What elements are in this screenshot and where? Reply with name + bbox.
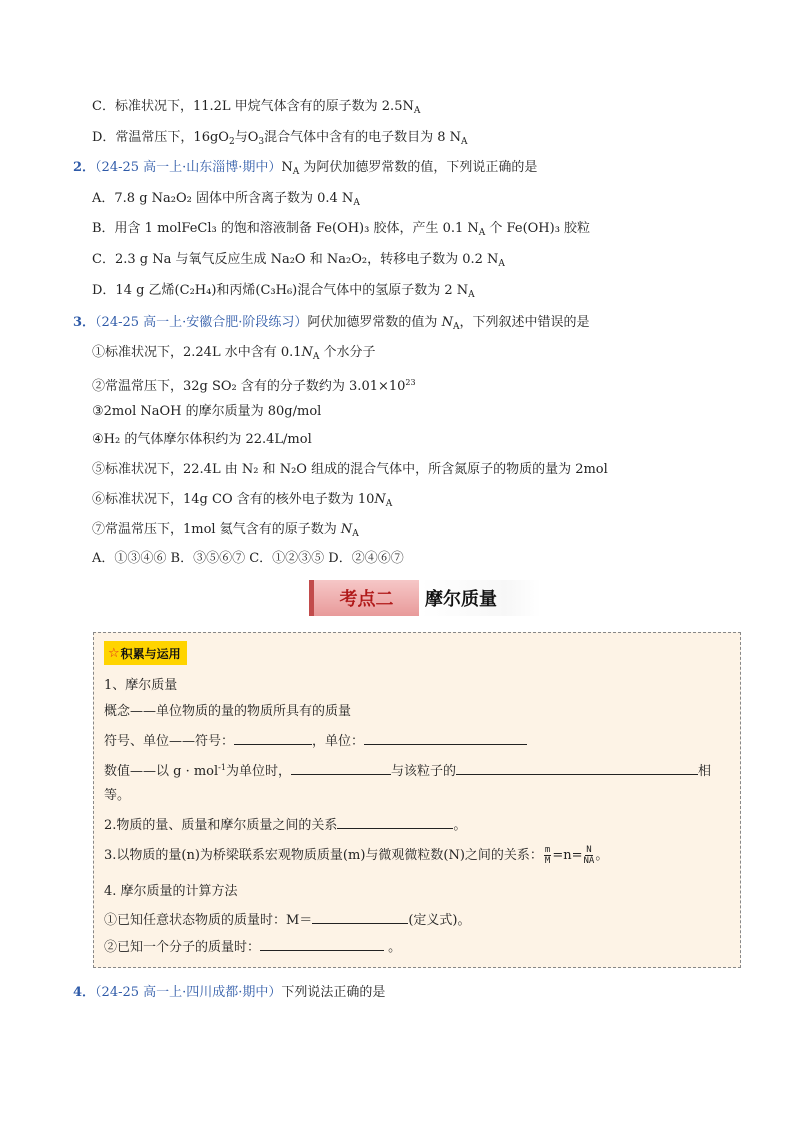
q2-option-b: B．用含 1 molFeCl₃ 的饱和溶液制备 Fe(OH)₃ 胶体，产生 0.1 $N_A$ 个 Fe(OH)₃ 胶粒	[92, 221, 591, 238]
q3-item-5: ⑤标准状况下，22.4L 由 N₂ 和 N₂O 组成的混合气体中，所含氮原子的物质的量为 2mol	[92, 462, 608, 477]
box-line-4: 数值——以 g · mol$^{-1}$为单位时， 与该粒子的 相	[104, 763, 712, 779]
section-number: 考点二	[309, 580, 419, 616]
q1-option-d: D．常温常压下，$16gO_2$与$O_3$混合气体中含有的电子数目为 8 $N_A$	[92, 130, 468, 147]
q3-stem: 3．（24-25 高一上·安徽合肥·阶段练习）阿伏加德罗常数的值为 $N_A$，下列叙述中错误的是	[73, 315, 590, 332]
blank-unit[interactable]	[364, 731, 527, 745]
blank-particle[interactable]	[456, 761, 698, 775]
star-icon: ☆	[108, 645, 120, 661]
q3-item-4: ④H₂ 的气体摩尔体积约为 22.4L/mol	[92, 432, 312, 447]
blank-relation[interactable]	[337, 815, 453, 829]
box-tag: ☆ 积累与运用	[104, 641, 187, 665]
q2-stem: 2．（24-25 高一上·山东淄博·期中）$N_A$ 为阿伏加德罗常数的值，下列说正确的是	[73, 160, 538, 177]
q3-options: A．①③④⑥ B．③⑤⑥⑦ C．①②③⑤ D．②④⑥⑦	[92, 551, 404, 566]
q2-option-d: D．14 g 乙烯(C₂H₄)和丙烯(C₃H₆)混合气体中的氢原子数为 2 $N_A$	[92, 283, 475, 300]
box-line-1: 1、摩尔质量	[104, 678, 178, 693]
q3-item-2: ②常温常压下，32g SO₂ 含有的分子数约为 $3.01\times 10^{23}$	[92, 378, 416, 394]
q3-item-3: ③2mol NaOH 的摩尔质量为 80g/mol	[92, 404, 322, 419]
q2-option-c: C．2.3 g Na 与氧气反应生成 Na₂O 和 Na₂O₂，转移电子数为 0.2 $N_A$	[92, 252, 505, 269]
q2-option-a: A．7.8 g Na₂O₂ 固体中所含离子数为 0.4 $N_A$	[92, 191, 360, 208]
q3-item-7: ⑦常温常压下，1mol 氦气含有的原子数为 $N_A$	[92, 522, 359, 539]
blank-molecule-mass[interactable]	[260, 937, 384, 951]
box-line-2: 概念——单位物质的量的物质所具有的质量	[104, 704, 352, 719]
fraction-m-over-M: $\frac{m}{M}$	[544, 845, 551, 866]
blank-symbol[interactable]	[234, 731, 312, 745]
box-line-8: 4. 摩尔质量的计算方法	[104, 884, 238, 899]
box-line-3: 符号、单位——符号： ，单位：	[104, 731, 527, 751]
box-line-7: 3.以物质的量(n)为桥梁联系宏观物质质量(m)与微观微粒数(N)之间的关系： $\frac{m}{M}$ =n= $\frac{N}{NA}$ 。	[104, 845, 609, 866]
section-banner	[309, 580, 541, 616]
q3-item-1: ①标准状况下，2.24L 水中含有 $0.1N_A$ 个水分子	[92, 345, 376, 362]
box-line-5: 等。	[104, 788, 131, 803]
section-title: 摩尔质量	[421, 580, 541, 616]
q3-item-6: ⑥标准状况下，14g CO 含有的核外电子数为 $10N_A$	[92, 492, 393, 509]
q4-stem: 4．（24-25 高一上·四川成都·期中）下列说法正确的是	[73, 985, 386, 1000]
box-line-9: ①已知任意状态物质的质量时：M＝ (定义式)。	[104, 910, 470, 930]
blank-definition[interactable]	[312, 910, 408, 924]
blank-value[interactable]	[291, 761, 391, 775]
box-line-6: 2.物质的量、质量和摩尔质量之间的关系 。	[104, 815, 466, 835]
q1-option-c: C．标准状况下，11.2L 甲烷气体含有的原子数为 $2.5N_A$	[92, 99, 421, 116]
fraction-N-over-NA: $\frac{N}{NA}$	[583, 845, 595, 866]
box-line-10: ②已知一个分子的质量时： 。	[104, 937, 401, 957]
